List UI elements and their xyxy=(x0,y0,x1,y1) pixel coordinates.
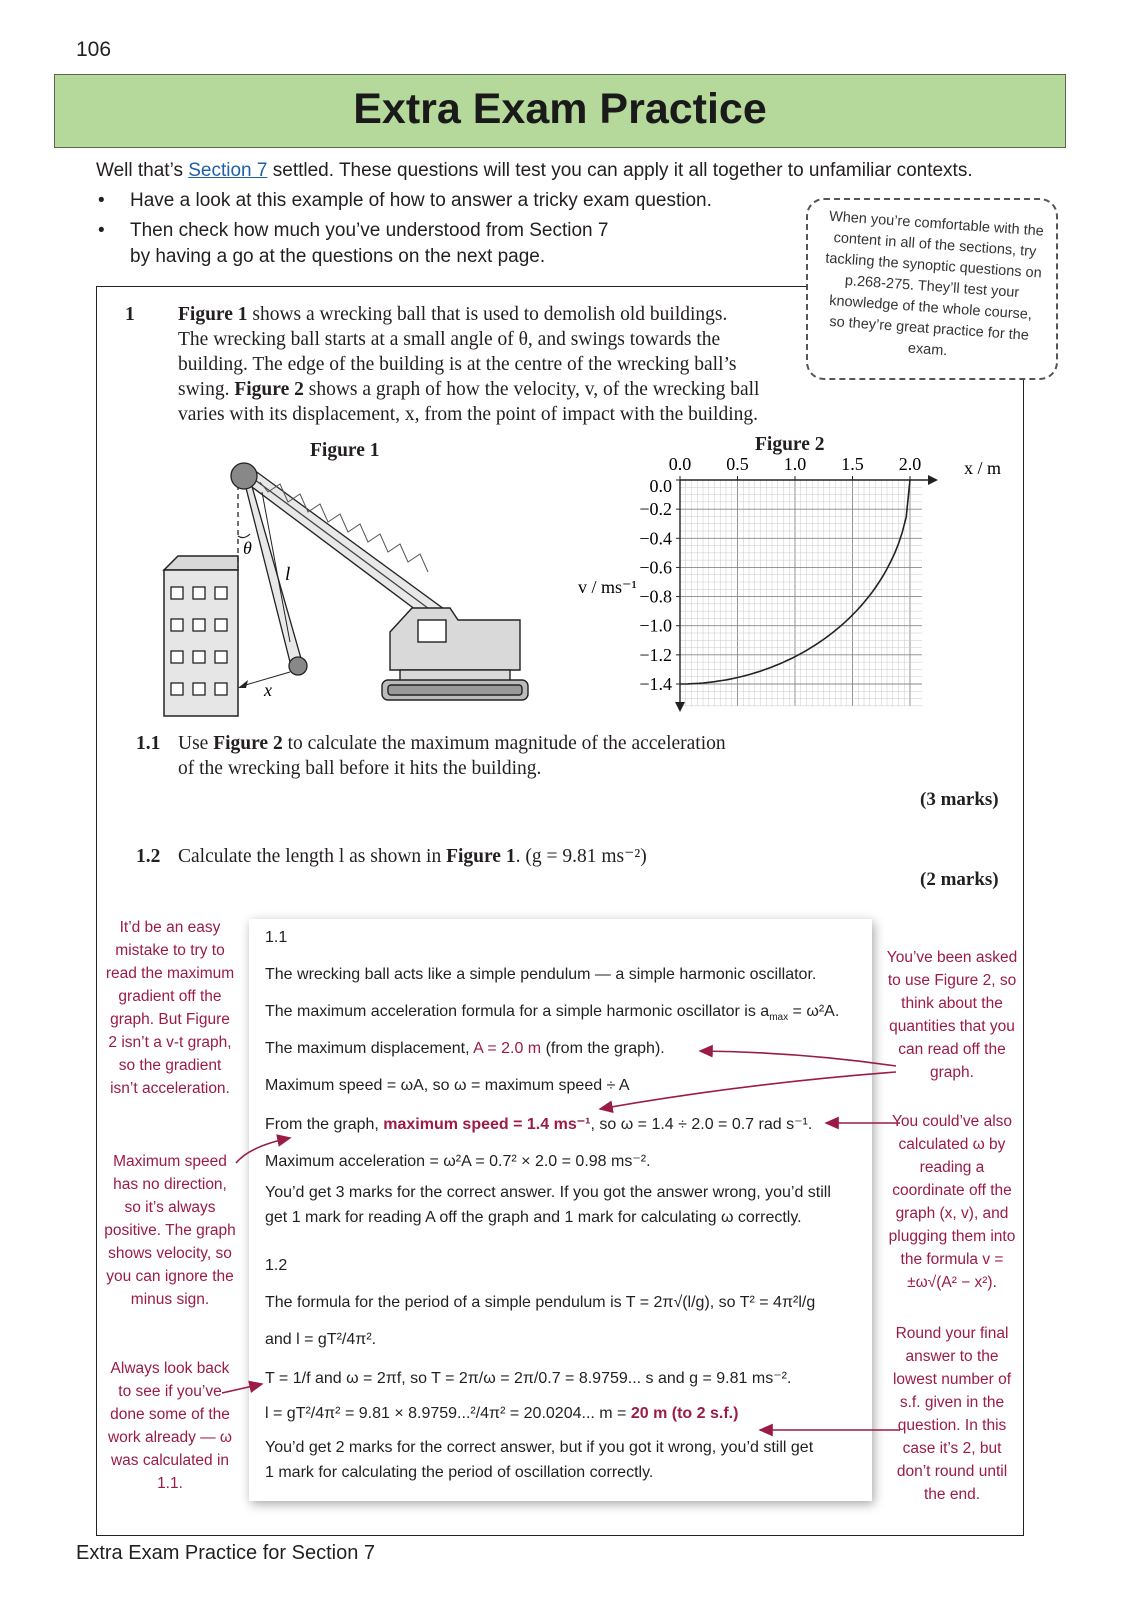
question-line-1-text: shows a wrecking ball that is used to demolish old buildings. xyxy=(247,304,728,325)
bullet-2-line1: Then check how much you’ve understood from Section 7 xyxy=(130,220,609,241)
y-tick-label: −0.6 xyxy=(639,557,672,578)
q12-line xyxy=(178,844,647,870)
figure-2-ref: Figure 2 xyxy=(234,379,304,400)
answer-highlight: 20 m (to 2 s.f.) xyxy=(630,1405,739,1422)
y-tick-label: −0.4 xyxy=(639,528,672,549)
answer-text: (from the graph). xyxy=(541,1040,665,1057)
bullet-dot: • xyxy=(98,220,105,241)
q11-marks: (3 marks) xyxy=(920,789,999,810)
x-tick-label: 1.0 xyxy=(783,456,807,474)
answer-heading-1-2: 1.2 xyxy=(265,1257,288,1274)
answer-line: Maximum speed = ωA, so ω = maximum speed ÷ A xyxy=(265,1077,630,1094)
q12-text-a: Calculate the length l as shown in xyxy=(178,846,447,867)
y-axis-arrow xyxy=(675,702,685,712)
length-label: l xyxy=(285,564,291,585)
crane-boom xyxy=(240,470,448,622)
worked-answer-card xyxy=(249,919,872,1501)
question-line-5: varies with its displacement, x, from the point of impact with the building. xyxy=(178,404,759,425)
footer-text: Extra Exam Practice for Section 7 xyxy=(76,1542,376,1564)
y-tick-label: 0.0 xyxy=(649,476,672,496)
y-axis-label: v / ms⁻¹ xyxy=(578,577,637,597)
chart-ticks xyxy=(639,456,921,694)
answer-text: The maximum displacement, xyxy=(265,1040,474,1057)
intro-text-after: settled. These questions will test you can apply it all together to unfamiliar contexts. xyxy=(267,160,973,181)
answer-line xyxy=(265,1040,665,1058)
wrecking-ball xyxy=(289,657,307,675)
title-band xyxy=(54,74,1066,148)
y-tick-label: −0.2 xyxy=(639,499,672,520)
figure-1-crane-diagram xyxy=(150,462,540,724)
answer-marks-note: get 1 mark for reading A off the graph and 1 mark for calculating ω correctly. xyxy=(265,1209,802,1226)
q11-text-a: Use xyxy=(178,733,214,754)
figure-1-caption: Figure 1 xyxy=(310,440,380,461)
question-line-1 xyxy=(178,302,727,328)
note-left-lookback: Always look back to see if you’ve done some of the work already — ω was calculated in 1.1. xyxy=(107,1360,233,1492)
q12-marks: (2 marks) xyxy=(920,869,999,890)
answer-text: = ω²A. xyxy=(788,1003,840,1020)
answer-line: The wrecking ball acts like a simple pendulum — a simple harmonic oscillator. xyxy=(265,966,817,983)
chart-title: Figure 2 xyxy=(755,434,825,455)
note-right-figure2: You’ve been asked to use Figure 2, so think about the quantities that you can read off the graph. xyxy=(886,949,1018,1081)
x-axis-arrow xyxy=(928,475,938,485)
note-left-gradient: It’d be an easy mistake to try to read the maximum gradient off the graph. But Figure 2 isn’t a v-t graph, so the gradient isn’t acceleration. xyxy=(105,919,235,1097)
y-tick-label: −1.0 xyxy=(639,615,672,636)
answer-highlight: maximum speed = 1.4 ms⁻¹ xyxy=(383,1116,591,1133)
q11-text-b: to calculate the maximum magnitude of the acceleration xyxy=(282,733,726,754)
answer-line: and l = gT²/4π². xyxy=(265,1331,377,1348)
x-tick-label: 1.5 xyxy=(841,456,864,474)
y-tick-label: −0.8 xyxy=(639,586,672,607)
bullet-dot: • xyxy=(98,190,105,211)
q11-line-1 xyxy=(178,731,726,757)
answer-marks-note: 1 mark for calculating the period of oscillation correctly. xyxy=(265,1464,654,1481)
question-line-4-text: shows a graph of how the velocity, v, of the wrecking ball xyxy=(303,379,760,400)
intro-line xyxy=(96,158,973,184)
q12-text-b: . (g = 9.81 ms⁻²) xyxy=(515,846,647,867)
bullet-2-line2: by having a go at the questions on the next page. xyxy=(130,246,546,267)
y-tick-label: −1.4 xyxy=(639,674,672,694)
answer-subscript: max xyxy=(769,1012,789,1024)
answer-highlight: A = 2.0 m xyxy=(473,1040,542,1057)
question-line-4-start: swing. xyxy=(178,379,235,400)
x-tick-label: 0.5 xyxy=(726,456,749,474)
page-number: 106 xyxy=(76,38,112,61)
answer-text: , so ω = 1.4 ÷ 2.0 = 0.7 rad s⁻¹. xyxy=(590,1116,813,1133)
q11-figure-ref: Figure 2 xyxy=(213,733,283,754)
question-number: 1 xyxy=(125,304,135,325)
question-line-3: building. The edge of the building is at the centre of the wrecking ball’s xyxy=(178,354,737,375)
q11-number: 1.1 xyxy=(136,733,161,754)
answer-marks-note: You’d get 3 marks for the correct answer. If you got the answer wrong, you’d still xyxy=(265,1184,831,1201)
note-right-coordinate: You could’ve also calculated ω by reading a coordinate off the graph (x, v), and plugging them into the formula v = ±ω√(A² − x²). xyxy=(888,1113,1016,1291)
note-left-speed: Maximum speed has no direction, so it’s always positive. The graph shows velocity, so you can ignore the minus sign. xyxy=(104,1153,236,1308)
answer-line xyxy=(265,1405,738,1423)
tip-text: When you’re comfortable with the content in all of the sections, try tackling the synoptic questions on p.268-275. They’ll test your knowledge of the whole course, so they’re great practice for the exam. xyxy=(824,208,1045,360)
pivot xyxy=(231,463,257,489)
q12-number: 1.2 xyxy=(136,846,161,867)
q12-figure-ref: Figure 1 xyxy=(446,846,516,867)
answer-text: l = gT²/4π² = 9.81 × 8.9759...²/4π² = 20.0204... m = xyxy=(265,1405,631,1422)
question-line-4 xyxy=(178,377,759,403)
answer-line: Maximum acceleration = ω²A = 0.7² × 2.0 = 0.98 ms⁻². xyxy=(265,1153,651,1170)
answer-text: The maximum acceleration formula for a simple harmonic oscillator is a xyxy=(265,1003,770,1020)
x-tick-label: 0.0 xyxy=(668,456,692,474)
note-right-sigfig: Round your final answer to the lowest number of s.f. given in the question. In this case it’s 2, but don’t round until the end. xyxy=(892,1325,1012,1503)
crane-cab xyxy=(382,608,528,700)
section-7-link[interactable]: Section 7 xyxy=(188,160,268,181)
theta-label: θ xyxy=(243,538,252,558)
intro-text-before: Well that’s xyxy=(96,160,189,181)
answer-marks-note: You’d get 2 marks for the correct answer, but if you got it wrong, you’d still get xyxy=(265,1439,814,1456)
bullet-1: Have a look at this example of how to answer a tricky exam question. xyxy=(130,190,712,211)
page-title: Extra Exam Practice xyxy=(353,85,767,133)
answer-line xyxy=(265,1003,839,1023)
x-axis-label: x / m xyxy=(964,458,1002,478)
x-label: x xyxy=(264,680,272,700)
chart-grid xyxy=(680,480,922,706)
answer-line: The formula for the period of a simple pendulum is T = 2π√(l/g), so T² = 4π²l/g xyxy=(265,1294,816,1311)
answer-line xyxy=(265,1114,812,1134)
question-line-2: The wrecking ball starts at a small angle of θ, and swings towards the xyxy=(178,329,721,350)
tip-box xyxy=(806,198,1058,380)
figure-1-ref: Figure 1 xyxy=(178,304,248,325)
q11-line-2: of the wrecking ball before it hits the building. xyxy=(178,758,542,779)
answer-text: From the graph, xyxy=(265,1116,384,1133)
answer-line: T = 1/f and ω = 2πf, so T = 2π/ω = 2π/0.7 = 8.9759... s and g = 9.81 ms⁻². xyxy=(265,1370,792,1387)
answer-heading-1-1: 1.1 xyxy=(265,929,288,946)
figure-2-chart xyxy=(572,456,1012,726)
y-tick-label: −1.2 xyxy=(639,644,672,665)
x-tick-label: 2.0 xyxy=(898,456,922,474)
